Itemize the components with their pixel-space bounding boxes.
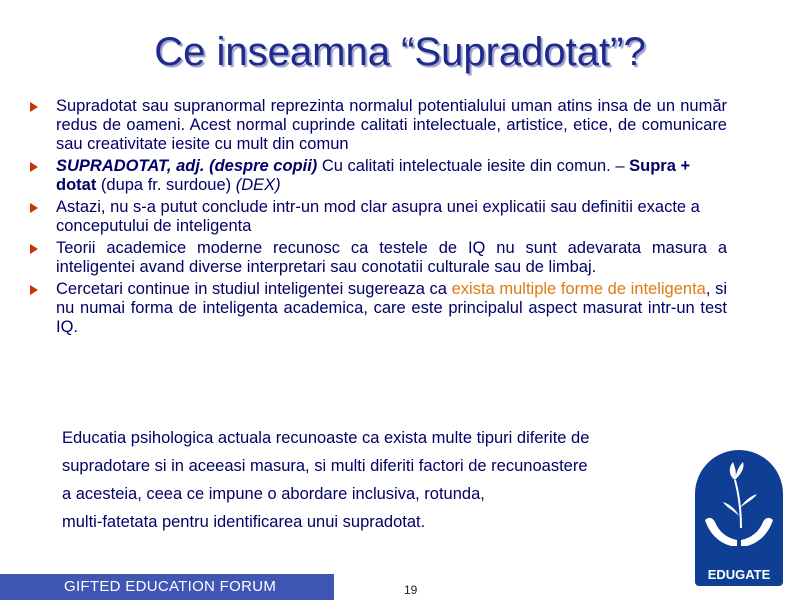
edugate-logo bbox=[695, 450, 783, 586]
paragraph-line: multi-fatetata pentru identificarea unui supradotat. bbox=[62, 513, 426, 531]
bullet-item bbox=[30, 97, 727, 154]
bullet-text-continued: , si nu numai forma de inteligenta academica, care este principalul aspect masurat intr-un test IQ. bbox=[56, 280, 727, 336]
etymology-term: Supra + dotat bbox=[56, 157, 691, 194]
etymology-text: (dupa fr. surdoue) bbox=[96, 176, 236, 194]
bullet-text: Astazi, nu s-a putut conclude intr-un mod clar asupra unei explicatii sau definitii exacte a conceputului de inteligenta bbox=[56, 198, 700, 235]
slide-title: Ce inseamna “Supradotat”? bbox=[154, 30, 646, 74]
paragraph-line: a acesteia, ceea ce impune o abordare inclusiva, rotunda, bbox=[62, 485, 485, 503]
definition-term: SUPRADOTAT, adj. (despre copii) bbox=[56, 157, 318, 175]
bullet-arrow-icon bbox=[30, 102, 38, 112]
definition-source: (DEX) bbox=[235, 176, 281, 194]
footer-bar bbox=[0, 574, 334, 600]
closing-paragraph bbox=[62, 424, 722, 536]
paragraph-line: Educatia psihologica actuala recunoaste ca exista multe tipuri diferite de bbox=[62, 429, 590, 447]
bullet-arrow-icon bbox=[30, 285, 38, 295]
bullet-list bbox=[30, 97, 727, 340]
bullet-arrow-icon bbox=[30, 244, 38, 254]
paragraph-line: supradotare si in aceeasi masura, si multi diferiti factori de recunoastere bbox=[62, 457, 588, 475]
bullet-text: Teorii academice moderne recunosc ca testele de IQ nu sunt adevarata masura a inteligentei avand diverse interpretari sau conotatii culturale sau de limbaj. bbox=[56, 239, 727, 276]
bullet-arrow-icon bbox=[30, 162, 38, 172]
definition-text: Cu calitati intelectuale iesite din comun. – bbox=[317, 157, 630, 175]
footer-label: GIFTED EDUCATION FORUM bbox=[64, 578, 277, 595]
bullet-item bbox=[30, 280, 727, 337]
logo-label: EDUGATE bbox=[707, 567, 771, 582]
highlighted-text: exista multiple forme de inteligenta bbox=[451, 280, 706, 298]
bullet-text: Supradotat sau supranormal reprezinta normalul potentialului uman atins insa de un număr redus de oameni. Acest normal cuprinde calitati intelectuale, artistice, etice, de comunicare sau creativitate iesite cu mult din comun bbox=[56, 97, 727, 153]
bullet-item bbox=[30, 198, 727, 236]
hands-flower-icon bbox=[695, 450, 783, 568]
bullet-item bbox=[30, 157, 727, 195]
bullet-arrow-icon bbox=[30, 203, 38, 213]
bullet-text: Cercetari continue in studiul inteligentei sugereaza ca bbox=[56, 280, 452, 298]
bullet-item bbox=[30, 239, 727, 277]
page-number: 19 bbox=[404, 583, 418, 597]
